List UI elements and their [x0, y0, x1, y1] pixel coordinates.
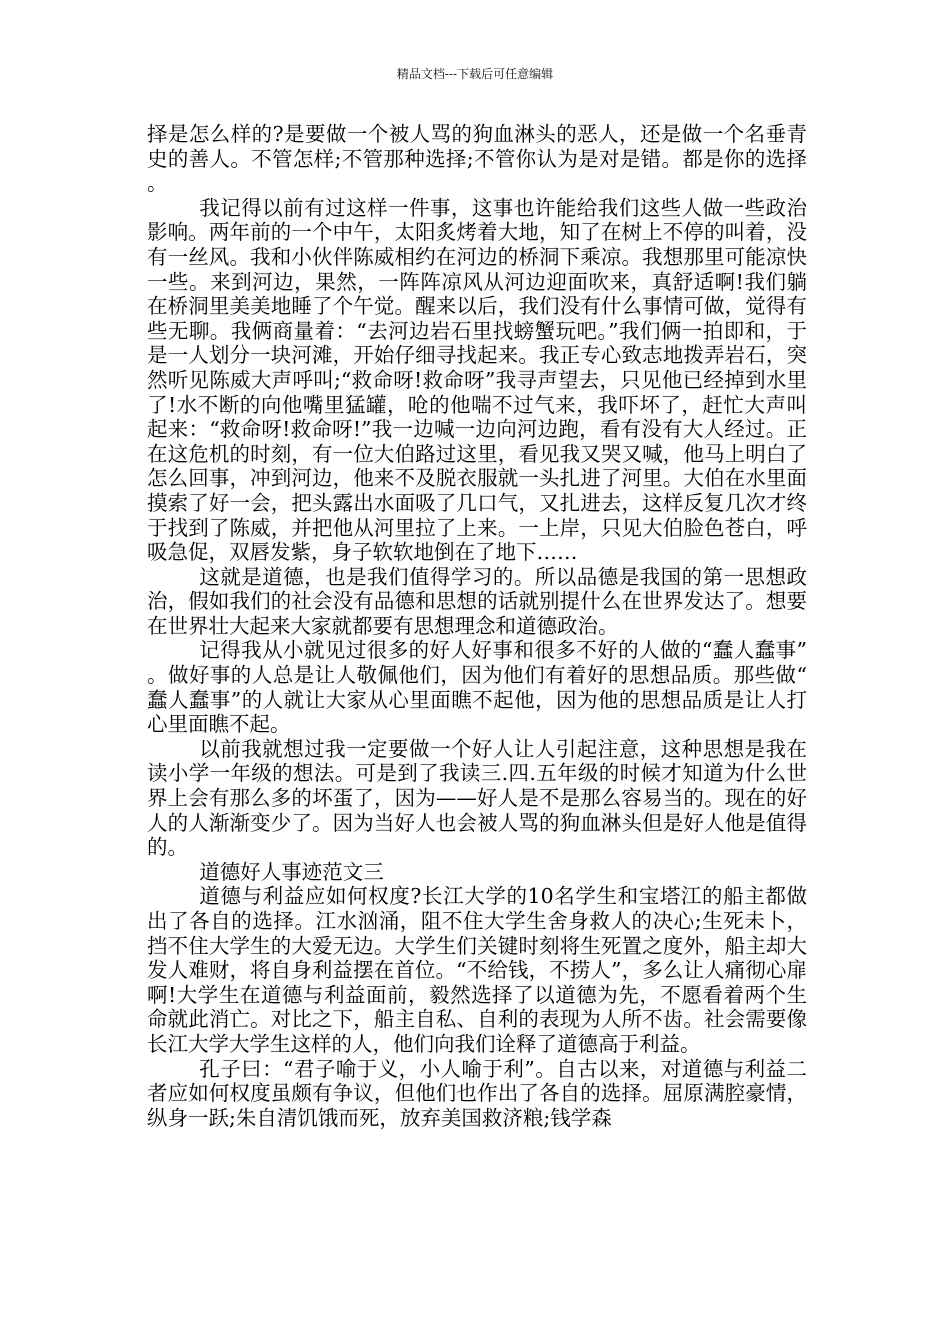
paragraph: 孔子曰：“君子喻于义，小人喻于利”。自古以来，对道德与利益二者应如何权度虽颇有争议，但他们也作出了各自的选择。屈原满腔豪情，纵身一跃;朱自清饥饿而死，放弃美国救济粮;钱学森	[147, 1056, 807, 1130]
paragraph: 这就是道德，也是我们值得学习的。所以品德是我国的第一思想政治，假如我们的社会没有品德和思想的话就别提什么在世界发达了。想要在世界壮大起来大家就都要有思想理念和道德政治。	[147, 564, 807, 638]
paragraph: 以前我就想过我一定要做一个好人让人引起注意，这种思想是我在读小学一年级的想法。可是到了我读三.四.五年级的时候才知道为什么世界上会有那么多的坏蛋了，因为——好人是不是那么容易当的。现在的好人的人渐渐变少了。因为当好人也会被人骂的狗血淋头但是好人他是值得的。	[147, 736, 807, 860]
paragraph: 我记得以前有过这样一件事，这事也许能给我们这些人做一些政治影响。两年前的一个中午，太阳炙烤着大地，知了在树上不停的叫着，没有一丝风。我和小伙伴陈威相约在河边的桥洞下乘凉。我想那里可能凉快一些。来到河边，果然，一阵阵凉风从河边迎面吹来，真舒适啊!我们躺在桥洞里美美地睡了个午觉。醒来以后，我们没有什么事情可做，觉得有些无聊。我俩商量着：“去河边岩石里找螃蟹玩吧。”我们俩一拍即和，于是一人划分一块河滩，开始仔细寻找起来。我正专心致志地拨弄岩石，突然听见陈威大声呼叫;“救命呀!救命呀”我寻声望去，只见他已经掉到水里了!水不断的向他嘴里猛罐，呛的他喘不过气来，我吓坏了，赶忙大声叫起来：“救命呀!救命呀!”我一边喊一边向河边跑，看有没有大人经过。正在这危机的时刻，有一位大伯路过这里，看见我又哭又喊，他马上明白了怎么回事，冲到河边，他来不及脱衣服就一头扎进了河里。大伯在水里面摸索了好一会，把头露出水面吸了几口气，又扎进去，这样反复几次才终于找到了陈威，并把他从河里拉了上来。一上岸，只见大伯脸色苍白，呼吸急促，双唇发紫，身子软软地倒在了地下……	[147, 195, 807, 565]
paragraph: 择是怎么样的?是要做一个被人骂的狗血淋头的恶人，还是做一个名垂青史的善人。不管怎样;不管那种选择;不管你认为是对是错。都是你的选择。	[147, 122, 807, 196]
paragraph: 记得我从小就见过很多的好人好事和很多不好的人做的“蠢人蠢事”。做好事的人总是让人敬佩他们，因为他们有着好的思想品质。那些做“蠢人蠢事”的人就让大家从心里面瞧不起他，因为他的思想品质是让人打心里面瞧不起。	[147, 638, 807, 737]
document-body	[147, 122, 807, 1130]
section-heading: 道德好人事迹范文三	[199, 859, 384, 884]
page-header: 精品文档---下载后可任意编辑	[396, 67, 554, 81]
paragraph: 道德与利益应如何权度?长江大学的10名学生和宝塔江的船主都做出了各自的选择。江水汹涌，阻不住大学生舍身救人的决心;生死未卜，挡不住大学生的大爱无边。大学生们关键时刻将生死置之度外，船主却大发人难财，将自身利益摆在首位。“不给钱，不捞人”，多么让人痛彻心扉啊!大学生在道德与利益面前，毅然选择了以道德为先，不愿看着两个生命就此消亡。对比之下，船主自私、自利的表现为人所不齿。社会需要像长江大学大学生这样的人，他们向我们诠释了道德高于利益。	[147, 884, 807, 1056]
